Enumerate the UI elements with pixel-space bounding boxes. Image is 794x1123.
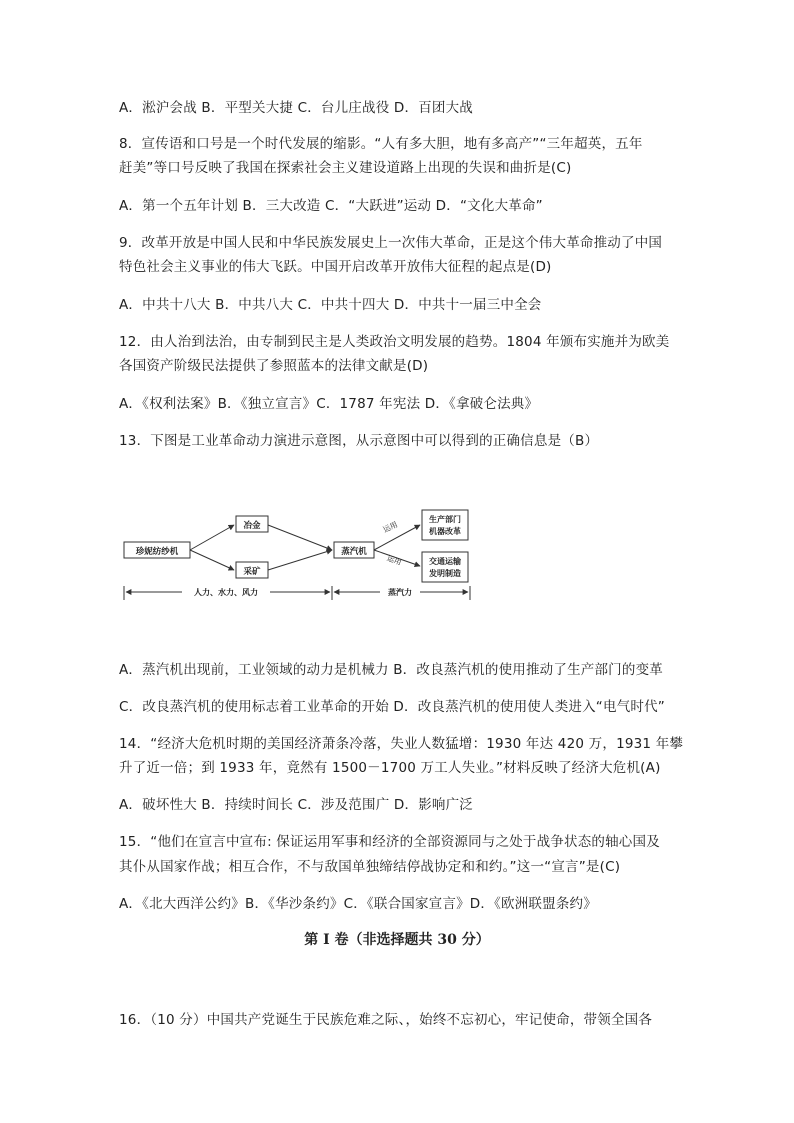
q8-stem-line1: 8．宣传语和口号是一个时代发展的缩影。“人有多大胆，地有多高产”“三年超英，五年 xyxy=(119,136,643,152)
q12-options: A．《权利法案》B．《独立宣言》C．1787 年宪法 D．《拿破仑法典》 xyxy=(119,396,539,412)
transport-label-1: 交通运输 xyxy=(429,557,461,566)
metal-label: 冶金 xyxy=(243,521,261,531)
q16-stem-line1: 16．（10 分）中国共产党诞生于民族危难之际、，始终不忘初心，牢记使命，带领全国各 xyxy=(119,1012,653,1028)
industrial-revolution-power-diagram xyxy=(118,500,478,608)
q12-stem-line2: 各国资产阶级民法提供了参照蓝本的法律文献是(D) xyxy=(119,358,429,374)
power-left-label: 人力、水力、风力 xyxy=(194,588,258,597)
transport-label-2: 发明制造 xyxy=(429,569,461,578)
q15-stem-line1: 15．“他们在宣言中宣布: 保证运用军事和经济的全部资源同与之处于战争状态的轴心国及 xyxy=(119,834,660,850)
q9-stem-line2: 特色社会主义事业的伟大飞跃。中国开启改革开放伟大征程的起点是(D) xyxy=(119,259,552,275)
q9-options: A．中共十八大 B．中共八大 C．中共十四大 D．中共十一届三中全会 xyxy=(119,297,542,313)
q8-stem-line2: 赶美”等口号反映了我国在探索社会主义建设道路上出现的失误和曲折是(C) xyxy=(119,160,572,176)
steam-engine-label: 蒸汽机 xyxy=(341,547,367,557)
q13-options-line1: A．蒸汽机出现前，工业领域的动力是机械力 B．改良蒸汽机的使用推动了生产部门的变革 xyxy=(119,662,663,678)
q14-options: A．破坏性大 B．持续时间长 C．涉及范围广 D．影响广泛 xyxy=(119,797,473,813)
arrow-jenny-mining xyxy=(190,550,234,570)
q15-stem-line2: 其仆从国家作战；相互合作，不与敌国单独缔结停战协定和和约。”这一“宣言”是(C) xyxy=(119,859,621,875)
q14-stem-line1: 14．“经济大危机时期的美国经济萧条冷落，失业人数猛增：1930 年达 420 万，1931 年攀 xyxy=(119,736,684,752)
arrow-mining-steam xyxy=(268,550,332,570)
q13-options-line2: C．改良蒸汽机的使用标志着工业革命的开始 D．改良蒸汽机的使用使人类进入“电气时代” xyxy=(119,699,665,715)
section-title: 第 I 卷（非选择题共 30 分） xyxy=(304,932,490,948)
arrow-metal-steam xyxy=(268,525,332,550)
q15-options: A．《北大西洋公约》B．《华沙条约》C．《联合国家宣言》D．《欧洲联盟条约》 xyxy=(119,896,597,912)
apply-label-1: 运用 xyxy=(381,519,400,535)
q12-stem-line1: 12．由人治到法治，由专制到民主是人类政治文明发展的趋势。1804 年颁布实施并为欧美 xyxy=(119,334,670,350)
q7-options: A．淞沪会战 B．平型关大捷 C．台儿庄战役 D．百团大战 xyxy=(119,100,473,116)
power-right-label: 蒸汽力 xyxy=(388,588,412,597)
arrow-jenny-metal xyxy=(190,525,234,550)
production-label-1: 生产部门 xyxy=(429,515,461,524)
mining-label: 采矿 xyxy=(243,567,261,577)
q14-stem-line2: 升了近一倍；到 1933 年，竟然有 1500－1700 万工人失业。”材料反映了经济大危机(A) xyxy=(119,760,661,776)
q13-stem: 13．下图是工业革命动力演进示意图，从示意图中可以得到的正确信息是（B） xyxy=(119,433,599,449)
apply-label-2: 运用 xyxy=(385,553,403,567)
production-label-2: 机器改革 xyxy=(429,527,461,536)
q9-stem-line1: 9．改革开放是中国人民和中华民族发展史上一次伟大革命，正是这个伟大革命推动了中国 xyxy=(119,235,663,251)
jenny-label: 珍妮纺纱机 xyxy=(135,547,179,557)
q8-options: A．第一个五年计划 B．三大改造 C．“大跃进”运动 D．“文化大革命” xyxy=(119,198,543,214)
